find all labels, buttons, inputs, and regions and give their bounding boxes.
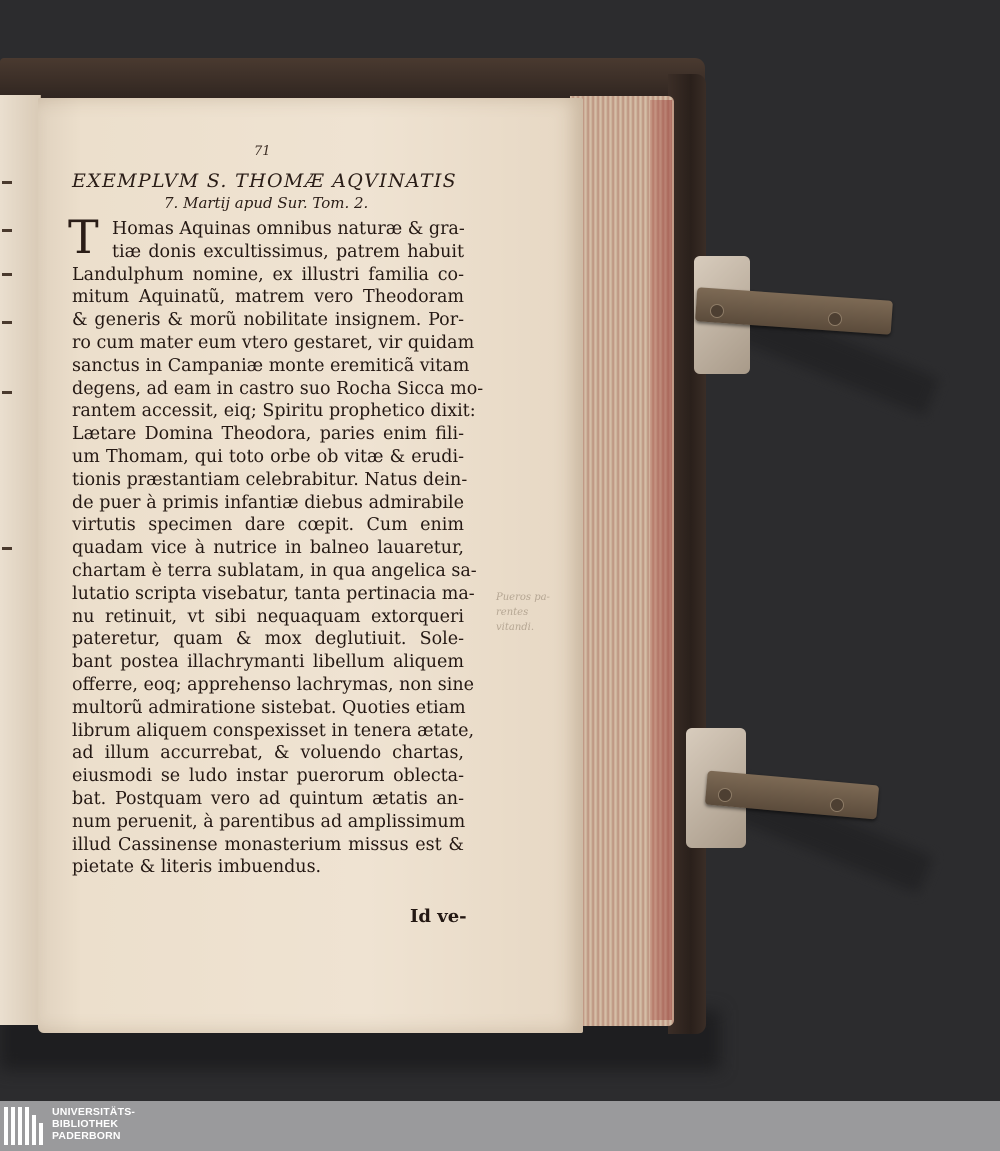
text-line: quadam vice à nutrice in balneo lauaretur,	[72, 538, 464, 559]
page-edges-red-tint	[650, 100, 672, 1020]
text-line: pateretur, quam & mox deglutiuit. Sole-	[72, 629, 464, 650]
text-line: tionis præstantiam celebrabitur. Natus dein-	[72, 469, 468, 490]
text-line: & generis & morũ nobilitate insignem. Por-	[72, 310, 464, 331]
text-line: degens, ad eam in castro suo Rocha Sicca mo-	[72, 378, 484, 399]
left-page-fragment	[0, 95, 41, 1025]
left-page-mark	[2, 391, 12, 394]
logo-line: UNIVERSITÄTS-	[52, 1106, 136, 1118]
text-line: ad illum accurrebat, & voluendo chartas,	[72, 743, 464, 764]
text-line: de puer à primis infantiæ diebus admirabile	[72, 492, 464, 513]
drop-capital: T	[68, 210, 99, 264]
left-page-mark	[2, 547, 12, 550]
text-line: tiæ donis excultissimus, patrem habuit	[112, 241, 464, 262]
text-line: chartam è terra sublatam, in qua angelica sa-	[72, 560, 477, 581]
text-line: librum aliquem conspexisset in tenera ætate,	[72, 720, 475, 741]
text-line: sanctus in Campaniæ monte eremiticã vitam	[72, 355, 470, 376]
text-line: illud Cassinense monasterium missus est &	[72, 834, 464, 855]
text-line: offerre, eoq; apprehenso lachrymas, non sine	[72, 674, 474, 695]
left-page-mark	[2, 229, 12, 232]
text-line: Homas Aquinas omnibus naturæ & gra-	[112, 219, 465, 239]
text-line: virtutis specimen dare cœpit. Cum enim	[72, 515, 464, 536]
library-logo-text	[52, 1106, 135, 1142]
text-line: Landulphum nomine, ex illustri familia co-	[72, 264, 464, 285]
text-line: multorũ admiratione sistebat. Quoties etiam	[72, 697, 466, 718]
page-heading: EXEMPLVM S. THOMÆ AQVINATIS	[72, 170, 457, 192]
text-line: bat. Postquam vero ad quintum ætatis an-	[72, 788, 464, 809]
clasp-rivet	[718, 788, 732, 802]
left-page-mark	[2, 273, 12, 276]
text-line: mitum Aquinatũ, matrem vero Theodoram	[72, 287, 464, 308]
text-line: lutatio scripta visebatur, tanta pertinacia ma-	[72, 583, 475, 604]
clasp-rivet	[828, 312, 842, 326]
logo-line: BIBLIOTHEK	[52, 1118, 119, 1130]
clasp-rivet	[830, 798, 844, 812]
text-line: eiusmodi se ludo instar puerorum oblecta-	[72, 766, 464, 787]
catchword: Id ve-	[410, 906, 467, 927]
page-folio: 71	[254, 144, 271, 159]
margin-note-line: Pueros pa-	[496, 592, 550, 603]
page-subheading: 7. Martij apud Sur. Tom. 2.	[164, 194, 369, 212]
text-line: ro cum mater eum vtero gestaret, vir quidam	[72, 332, 475, 353]
text-line: Lætare Domina Theodora, paries enim fili-	[72, 424, 464, 445]
left-page-mark	[2, 321, 12, 324]
logo-line: PADERBORN	[52, 1130, 121, 1142]
clasp-rivet	[710, 304, 724, 318]
book-page	[38, 98, 583, 1033]
text-line: rantem accessit, eiq; Spiritu prophetico dixit:	[72, 401, 476, 422]
text-line: um Thomam, qui toto orbe ob vitæ & erudi-	[72, 446, 464, 467]
body-text	[72, 218, 484, 879]
margin-note-line: rentes	[496, 607, 529, 618]
library-bars-logo-icon	[4, 1107, 44, 1145]
margin-note-bleedthrough	[496, 590, 550, 635]
text-line: num peruenit, à parentibus ad amplissimum	[72, 811, 466, 832]
text-line: bant postea illachrymanti libellum aliquem	[72, 652, 464, 673]
left-page-mark	[2, 181, 12, 184]
text-line: nu retinuit, vt sibi nequaquam extorqueri	[72, 606, 464, 627]
margin-note-line: vitandi.	[496, 622, 535, 633]
footer-bar	[0, 1101, 1000, 1151]
text-line: pietate & literis imbuendus.	[72, 857, 322, 878]
